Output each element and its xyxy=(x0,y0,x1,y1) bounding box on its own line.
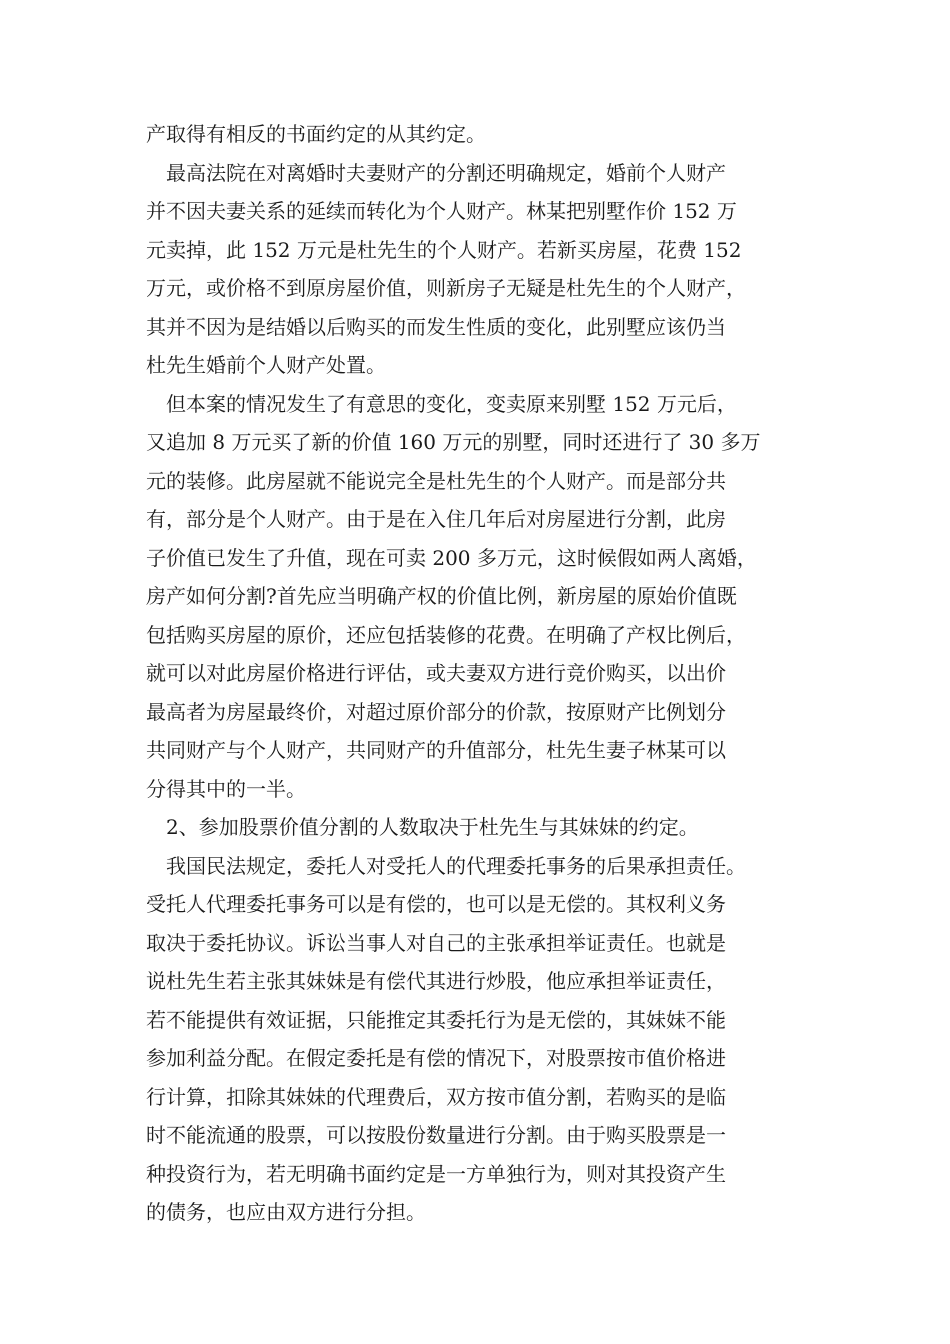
text-line: 时不能流通的股票，可以按股份数量进行分割。由于购买股票是一 xyxy=(146,1123,726,1147)
text-line: 受托人代理委托事务可以是有偿的，也可以是无偿的。其权利义务 xyxy=(146,892,726,916)
text-line: 若不能提供有效证据，只能推定其委托行为是无偿的，其妹妹不能 xyxy=(146,1007,726,1032)
text-line: 种投资行为，若无明确书面约定是一方单独行为，则对其投资产生 xyxy=(146,1161,726,1186)
text-line: 参加利益分配。在假定委托是有偿的情况下，对股票按市值价格进 xyxy=(146,1046,726,1070)
text-line: 包括购买房屋的原价，还应包括装修的花费。在明确了产权比例后， xyxy=(146,622,746,647)
text-line: 我国民法规定，委托人对受托人的代理委托事务的后果承担责任。 xyxy=(146,853,746,878)
text-line: 并不因夫妻关系的延续而转化为个人财产。林某把别墅作价 152 万 xyxy=(146,199,737,223)
text-line: 取决于委托协议。诉讼当事人对自己的主张承担举证责任。也就是 xyxy=(146,930,726,955)
text-line: 万元，或价格不到原房屋价值，则新房子无疑是杜先生的个人财产， xyxy=(146,276,746,300)
text-line: 共同财产与个人财产，共同财产的升值部分，杜先生妻子林某可以 xyxy=(146,738,726,762)
text-line: 又追加 8 万元买了新的价值 160 万元的别墅，同时还进行了 30 多万 xyxy=(146,430,761,454)
text-line: 最高法院在对离婚时夫妻财产的分割还明确规定，婚前个人财产 xyxy=(146,160,726,185)
text-line: 有，部分是个人财产。由于是在入住几年后对房屋进行分割，此房 xyxy=(146,507,726,531)
text-line: 说杜先生若主张其妹妹是有偿代其进行炒股，他应承担举证责任， xyxy=(146,969,726,993)
text-line: 但本案的情况发生了有意思的变化，变卖原来别墅 152 万元后， xyxy=(146,391,737,416)
text-line: 房产如何分割?首先应当明确产权的价值比例，新房屋的原始价值既 xyxy=(146,584,737,608)
text-line: 元卖掉，此 152 万元是杜先生的个人财产。若新买房屋，花费 152 xyxy=(146,237,742,262)
text-line: 子价值已发生了升值，现在可卖 200 多万元，这时候假如两人离婚， xyxy=(146,545,757,570)
text-line: 行计算，扣除其妹妹的代理费后，双方按市值分割，若购买的是临 xyxy=(146,1084,726,1109)
text-line: 其并不因为是结婚以后购买的而发生性质的变化，此别墅应该仍当 xyxy=(146,314,726,339)
text-line: 产取得有相反的书面约定的从其约定。 xyxy=(146,122,486,146)
body-text xyxy=(146,115,826,1232)
text-line: 最高者为房屋最终价，对超过原价部分的价款，按原财产比例划分 xyxy=(146,699,726,724)
section-heading: 2、参加股票价值分割的人数取决于杜先生与其妹妹的约定。 xyxy=(146,815,699,839)
text-line: 杜先生婚前个人财产处置。 xyxy=(146,353,386,377)
text-line: 分得其中的一半。 xyxy=(146,776,306,801)
text-line: 的债务，也应由双方进行分担。 xyxy=(146,1200,426,1224)
text-line: 就可以对此房屋价格进行评估，或夫妻双方进行竞价购买，以出价 xyxy=(146,661,726,685)
text-line: 元的装修。此房屋就不能说完全是杜先生的个人财产。而是部分共 xyxy=(146,468,726,493)
